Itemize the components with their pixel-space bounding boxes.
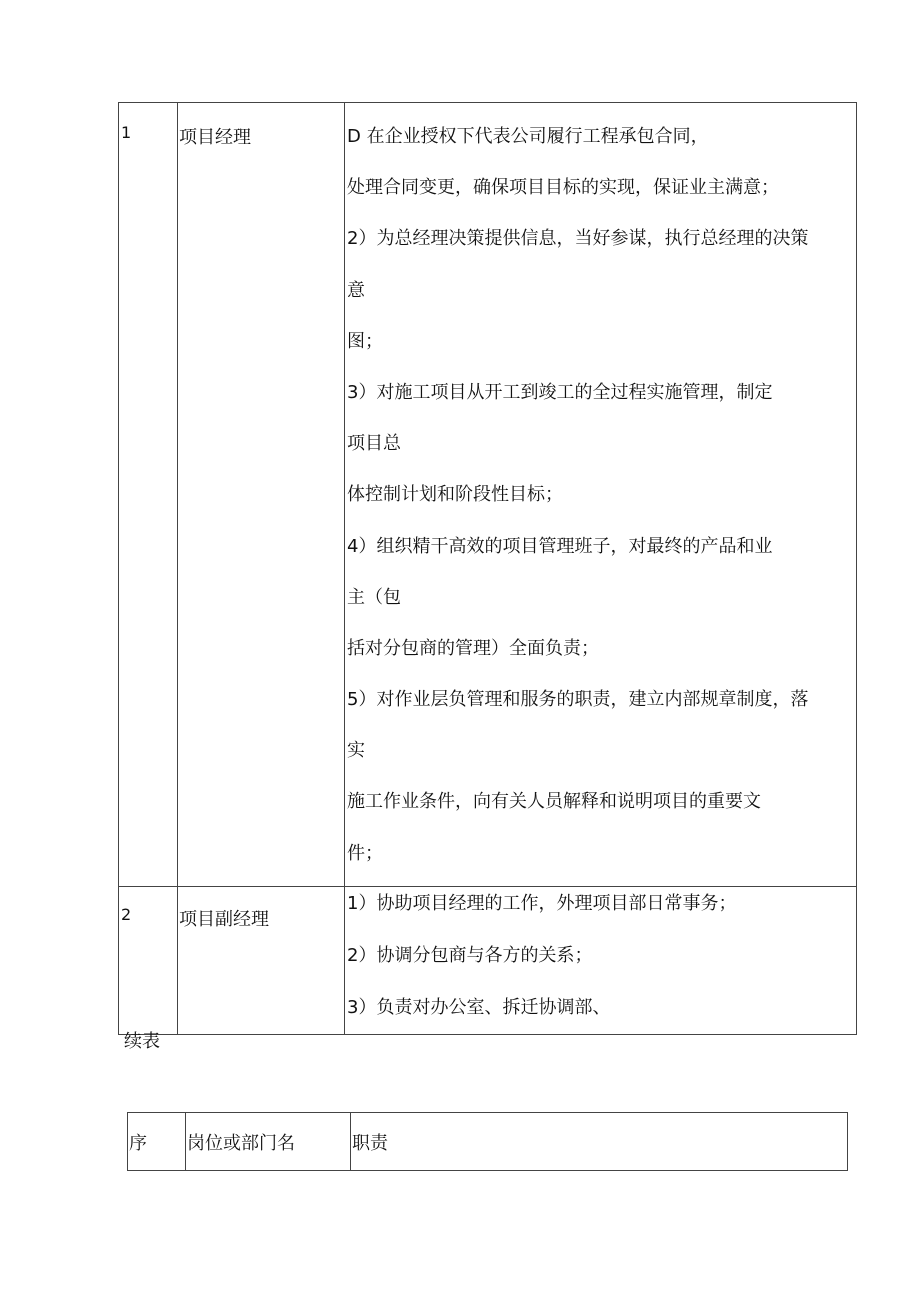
duty-line: 项目总 xyxy=(347,433,401,455)
continued-label: 续表 xyxy=(124,1031,160,1052)
duty-line: D 在企业授权下代表公司履行工程承包合同， xyxy=(347,126,709,147)
duty-line: 5）对作业层负管理和服务的职责，建立内部规章制度，落 xyxy=(347,689,809,711)
duties-cell xyxy=(345,886,857,1034)
header-table xyxy=(127,1112,848,1171)
duty-line: 3）负责对办公室、拆迁协调部、 xyxy=(347,996,611,1018)
duty-line: 4）组织精干高效的项目管理班子，对最终的产品和业 xyxy=(347,535,773,557)
duties-list xyxy=(345,103,856,886)
duty-line: 括对分包商的管理）全面负责； xyxy=(347,637,599,659)
duty-line: 处理合同变更，确保项目目标的实现，保证业主满意； xyxy=(347,177,779,199)
row-number: 2 xyxy=(119,886,178,1034)
table-row xyxy=(119,886,857,1034)
duty-line: 图； xyxy=(347,330,383,352)
column-header-duties: 职责 xyxy=(351,1113,848,1171)
duty-line: 1）协助项目经理的工作，外理项目部日常事务； xyxy=(347,892,737,914)
responsibility-table xyxy=(118,102,857,1035)
duty-line: 主（包 xyxy=(347,586,401,608)
duty-line: 实 xyxy=(347,740,365,762)
column-header-number: 序 xyxy=(128,1113,186,1171)
position-name: 项目经理 xyxy=(178,103,345,887)
duties-cell xyxy=(345,103,857,887)
table-row xyxy=(119,103,857,887)
duty-line: 2）为总经理决策提供信息，当好参谋，执行总经理的决策 xyxy=(347,228,809,250)
duty-line: 意 xyxy=(347,279,365,301)
duties-list xyxy=(345,887,856,1034)
row-number: 1 xyxy=(119,103,178,887)
duty-line: 2）协调分包商与各方的关系； xyxy=(347,944,593,966)
duty-line: 3）对施工项目从开工到竣工的全过程实施管理，制定 xyxy=(347,381,773,403)
duty-line: 件； xyxy=(347,842,383,864)
duty-line: 施工作业条件，向有关人员解释和说明项目的重要文 xyxy=(347,791,761,813)
position-name: 项目副经理 xyxy=(178,886,345,1034)
header-row xyxy=(128,1113,848,1171)
duty-line: 体控制计划和阶段性目标； xyxy=(347,484,563,506)
column-header-position: 岗位或部门名 xyxy=(186,1113,351,1171)
